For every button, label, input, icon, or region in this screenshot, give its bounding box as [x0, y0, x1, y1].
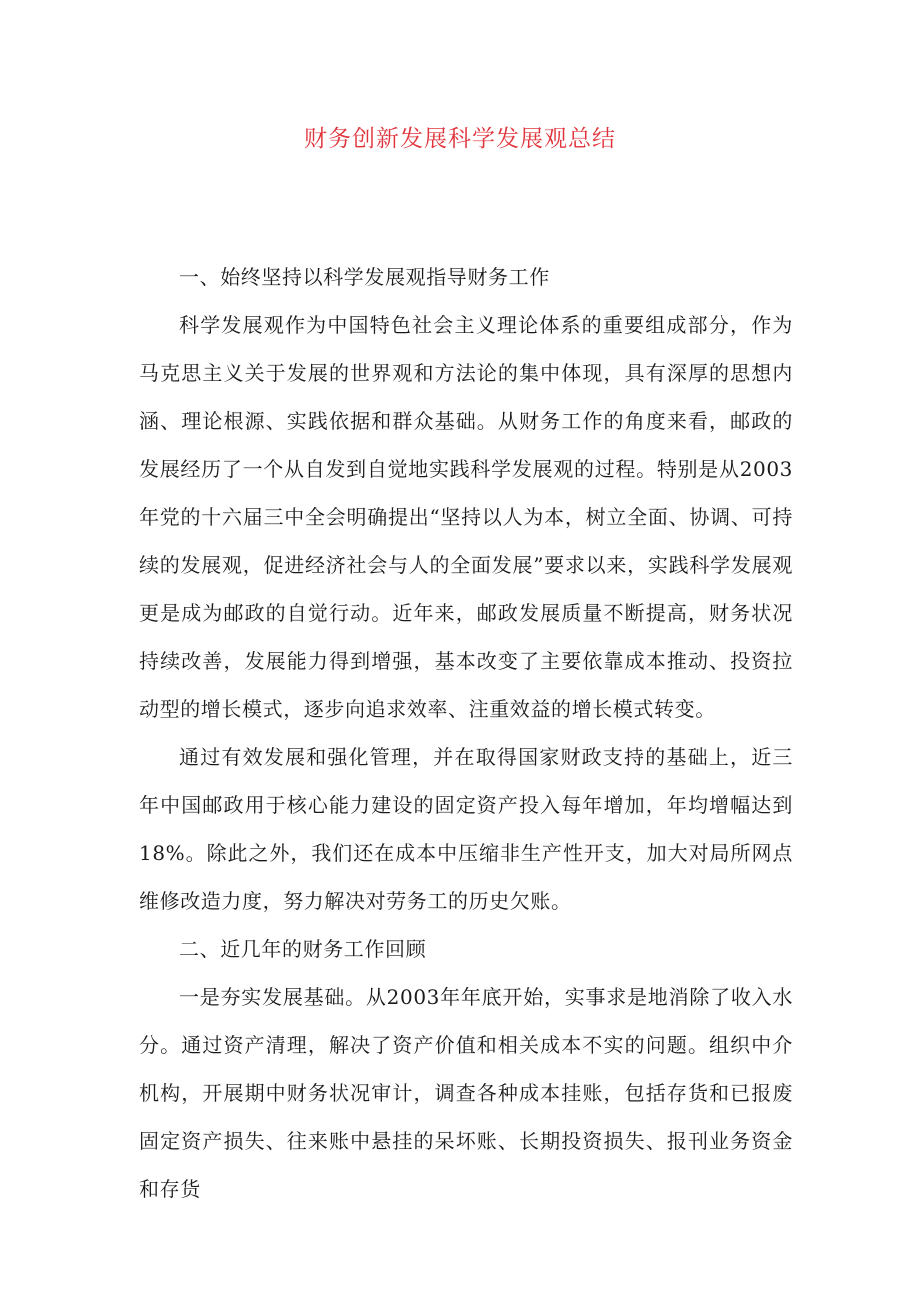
section-heading-1: 一、始终坚持以科学发展观指导财务工作	[179, 265, 550, 289]
document-title: 财务创新发展科学发展观总结	[304, 126, 616, 152]
paragraph-3: 一是夯实发展基础。从2003年年底开始，实事求是地消除了收入水分。通过资产清理，解决了资产价值和相关成本不实的问题。组织中介机构，开展期中财务状况审计，调查各种成本挂账，包括存货和已报废固定资产损失、往来账中悬挂的呆坏账、长期投资损失、报刊业务资金和存货	[139, 985, 793, 1201]
section-heading-2: 二、近几年的财务工作回顾	[179, 937, 427, 961]
paragraph-2: 通过有效发展和强化管理，并在取得国家财政支持的基础上，近三年中国邮政用于核心能力建设的固定资产投入每年增加，年均增幅达到18%。除此之外，我们还在成本中压缩非生产性开支，加大对局所网点维修改造力度，努力解决对劳务工的历史欠账。	[139, 745, 793, 913]
paragraph-1: 科学发展观作为中国特色社会主义理论体系的重要组成部分，作为马克思主义关于发展的世界观和方法论的集中体现，具有深厚的思想内涵、理论根源、实践依据和群众基础。从财务工作的角度来看，邮政的发展经历了一个从自发到自觉地实践科学发展观的过程。特别是从2003年党的十六届三中全会明确提出“坚持以人为本，树立全面、协调、可持续的发展观，促进经济社会与人的全面发展”要求以来，实践科学发展观更是成为邮政的自觉行动。近年来，邮政发展质量不断提高，财务状况持续改善，发展能力得到增强，基本改变了主要依靠成本推动、投资拉动型的增长模式，逐步向追求效率、注重效益的增长模式转变。	[139, 313, 793, 721]
document-body	[139, 253, 793, 1213]
